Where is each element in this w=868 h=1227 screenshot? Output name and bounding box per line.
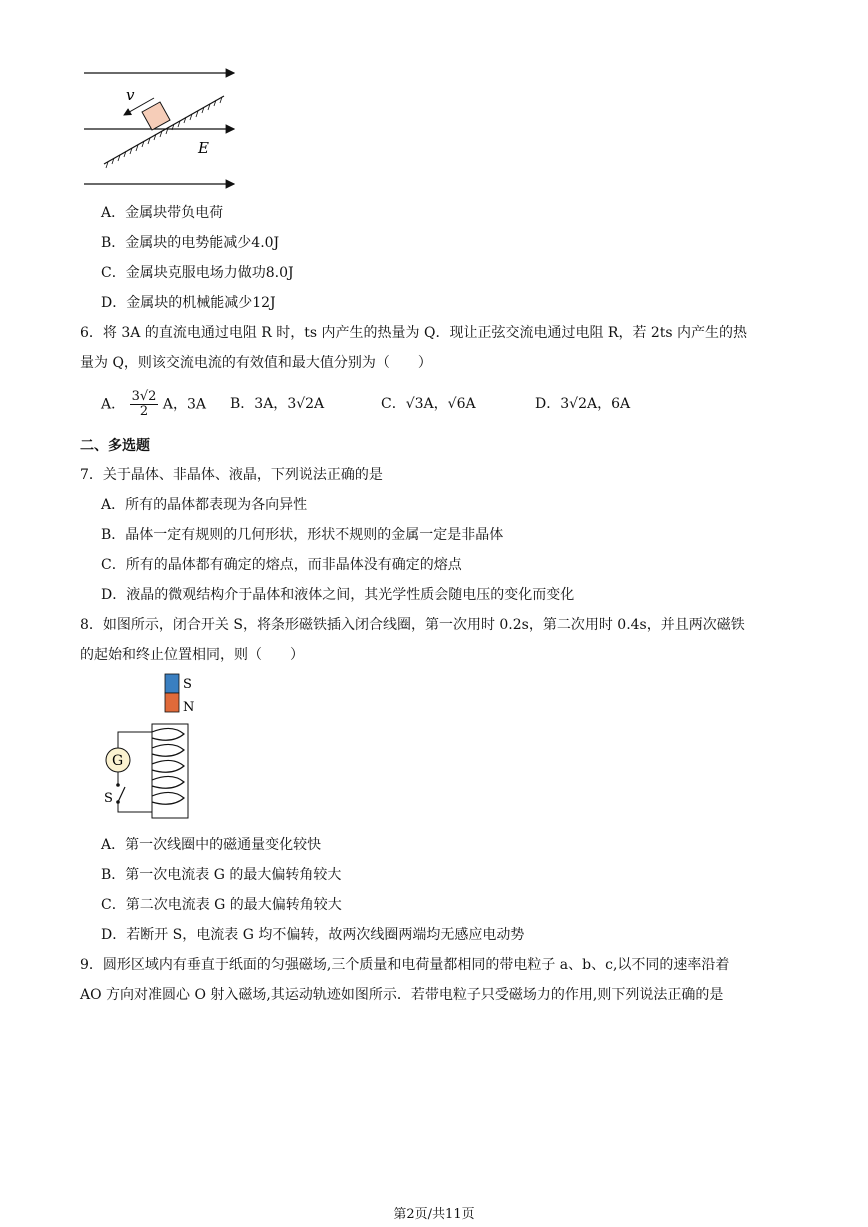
switch-contact-top xyxy=(116,783,120,787)
metal-block xyxy=(142,102,170,130)
q9-stem-line2: AO 方向对准圆心 O 射入磁场,其运动轨迹如图所示．若带电粒子只受磁场力的作用,则下列说法正确的是 xyxy=(80,987,724,1003)
q7-option-c: C．所有的晶体都有确定的熔点，而非晶体没有确定的熔点 xyxy=(101,557,462,573)
q6-option-d-value: 3√2A，6A xyxy=(560,396,631,412)
q6-option-d-label: D． xyxy=(535,396,561,412)
circuit-wire-top xyxy=(118,732,152,748)
q6-option-c-label: C． xyxy=(381,396,406,412)
switch-lever xyxy=(118,787,125,802)
q7-option-d: D．液晶的微观结构介于晶体和液体之间，其光学性质会随电压的变化而变化 xyxy=(101,587,575,603)
q7-stem: 7．关于晶体、非晶体、液晶，下列说法正确的是 xyxy=(80,467,383,483)
q6-option-b xyxy=(230,394,324,414)
q5-option-c: C．金属块克服电场力做功8.0J xyxy=(101,265,294,281)
q6-option-c-value1: √3A， xyxy=(405,396,448,412)
incline-field-figure xyxy=(78,60,248,195)
q8-stem-line1: 8．如图所示，闭合开关 S，将条形磁铁插入闭合线圈，第一次用时 0.2s，第二次用时 0.4s，并且两次磁铁 xyxy=(80,617,745,633)
magnet-s-label: S xyxy=(183,677,192,692)
q5-option-b: B．金属块的电势能减少4.0J xyxy=(101,235,280,251)
coil-turns xyxy=(152,728,184,804)
q6-option-a-numerator: 3√2 xyxy=(131,389,157,404)
magnet-north-pole xyxy=(165,693,179,712)
switch-label: S xyxy=(104,791,113,806)
q6-option-a-label: A． xyxy=(101,396,126,413)
page-footer: 第2页/共11页 xyxy=(393,1207,475,1222)
switch-contact-bottom xyxy=(116,800,120,804)
q5-option-d: D．金属块的机械能减少12J xyxy=(101,295,276,311)
q9-stem-line1: 9．圆形区域内有垂直于纸面的匀强磁场,三个质量和电荷量都相同的带电粒子 a、b、c,以不同的速率沿着 xyxy=(80,957,730,973)
q8-option-d: D．若断开 S，电流表 G 均不偏转，故两次线圈两端均无感应电动势 xyxy=(101,927,525,943)
q6-option-a xyxy=(101,390,206,419)
q8-option-c: C．第二次电流表 G 的最大偏转角较大 xyxy=(101,897,342,913)
circuit-wire-bottom xyxy=(118,802,152,812)
field-label: E xyxy=(198,139,209,157)
q6-stem-line1: 6．将 3A 的直流电通过电阻 R 时，ts 内产生的热量为 Q．现让正弦交流电通过电阻 R，若 2ts 内产生的热 xyxy=(80,325,748,341)
q6-option-c-value2: √6A xyxy=(447,396,476,412)
q8-option-a: A．第一次线圈中的磁通量变化较快 xyxy=(101,837,322,853)
q5-option-a: A．金属块带负电荷 xyxy=(101,205,224,221)
galvanometer-label: G xyxy=(112,753,124,769)
section-multiple-choice-title: 二、多选题 xyxy=(80,438,150,454)
q6-option-b-value: 3√2A xyxy=(287,396,325,412)
q8-option-b: B．第一次电流表 G 的最大偏转角较大 xyxy=(101,867,342,883)
q6-option-a-fraction xyxy=(130,390,159,419)
q6-stem-line2: 量为 Q，则该交流电流的有效值和最大值分别为（ ） xyxy=(80,355,432,371)
coil-magnet-figure xyxy=(96,672,206,824)
q8-stem-line2: 的起始和终止位置相同，则（ ） xyxy=(80,647,304,663)
q6-option-c xyxy=(381,394,476,414)
q7-option-a: A．所有的晶体都表现为各向异性 xyxy=(101,497,308,513)
magnet-south-pole xyxy=(165,674,179,693)
q6-option-b-label: B．3A， xyxy=(230,396,288,412)
velocity-label: v xyxy=(126,86,135,104)
q6-option-a-tail: A，3A xyxy=(162,396,206,413)
q6-option-d xyxy=(535,394,630,414)
q7-option-b: B．晶体一定有规则的几何形状，形状不规则的金属一定是非晶体 xyxy=(101,527,504,543)
q6-option-a-denominator: 2 xyxy=(139,404,149,419)
magnet-n-label: N xyxy=(183,700,195,715)
